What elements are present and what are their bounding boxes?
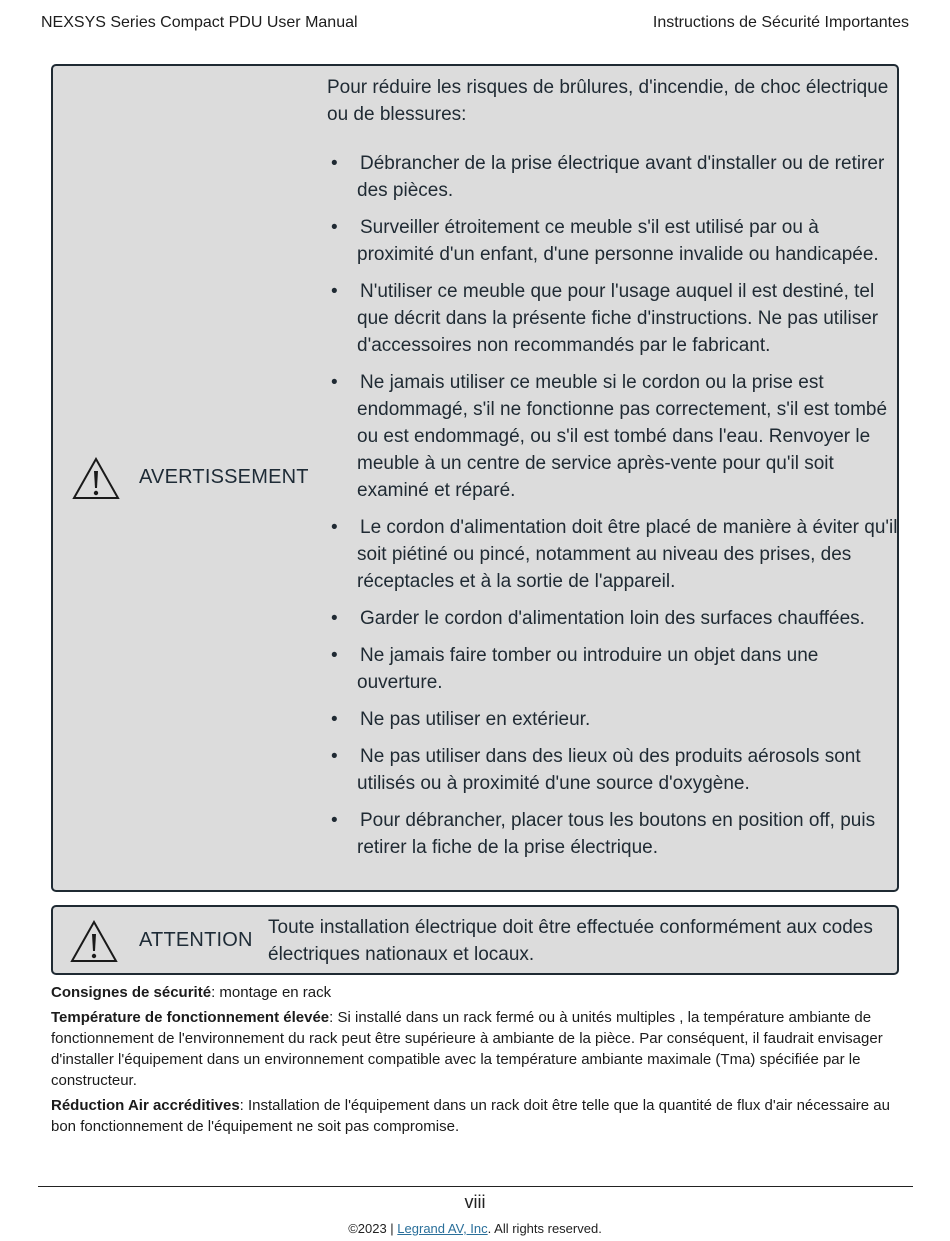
warning-list-item: • Débrancher de la prise électrique avant d'installer ou de retirer des pièces.: [327, 150, 901, 204]
note-rack-mounting: Consignes de sécurité: montage en rack: [51, 984, 332, 1001]
warning-list-item: • Ne jamais utiliser ce meuble si le cordon ou la prise est endommagé, s'il ne fonctionne pas correctement, s'il est tombé ou est endommagé, ou s'il est tombé dans l'eau. Renvoyer le meuble à un centre de service après-vente pour qu'il soit examiné et réparé.: [327, 369, 901, 504]
warning-content: [327, 74, 901, 871]
safety-notes: [51, 982, 901, 1141]
company-link[interactable]: Legrand AV, Inc: [397, 1221, 488, 1236]
note-operating-temperature: Température de fonctionnement élevée: Si installé dans un rack fermé ou à unités multiples , la température ambiante de fonctionnement de l'environnement du rack peut être supérieure à ambiante de la pièce. Par conséquent, il faudrait envisager d'installer l'équipement dans un environnement compatible avec la température ambiante maximale (Tma) spécifiée par le constructeur.: [51, 1009, 883, 1089]
attention-label: ATTENTION: [139, 929, 253, 951]
warning-box: [51, 64, 899, 892]
header-section-title: Instructions de Sécurité Importantes: [652, 14, 909, 31]
warning-label: AVERTISSEMENT: [139, 466, 309, 488]
warning-list-item: • N'utiliser ce meuble que pour l'usage auquel il est destiné, tel que décrit dans la présente fiche d'instructions. Ne pas utiliser d'accessoires non recommandés par le fabricant.: [327, 278, 901, 359]
warning-list: [327, 150, 901, 861]
page-number: viii: [464, 1192, 486, 1212]
warning-list-item: • Surveiller étroitement ce meuble s'il est utilisé par ou à proximité d'un enfant, d'une personne invalide ou handicapée.: [327, 214, 901, 268]
attention-box: [51, 905, 899, 975]
footer-divider: [38, 1186, 913, 1187]
copyright: ©2023 | Legrand AV, Inc. All rights reserved.: [348, 1221, 602, 1236]
warning-list-item: • Pour débrancher, placer tous les boutons en position off, puis retirer la fiche de la prise électrique.: [327, 807, 901, 861]
warning-list-item: • Ne pas utiliser dans des lieux où des produits aérosols sont utilisés ou à proximité d'une source d'oxygène.: [327, 743, 901, 797]
warning-list-item: • Garder le cordon d'alimentation loin des surfaces chauffées.: [327, 605, 901, 632]
warning-list-item: • Le cordon d'alimentation doit être placé de manière à éviter qu'il soit piétiné ou pincé, notamment au niveau des prises, des réceptacles et à la sortie de l'appareil.: [327, 514, 901, 595]
warning-triangle-icon: [72, 457, 120, 501]
warning-list-item: • Ne jamais faire tomber ou introduire un objet dans une ouverture.: [327, 642, 901, 696]
warning-list-item: • Ne pas utiliser en extérieur.: [327, 706, 901, 733]
warning-triangle-icon: [70, 920, 118, 964]
note-airflow: Réduction Air accréditives: Installation de l'équipement dans un rack doit être telle que la quantité de flux d'air nécessaire au bon fonctionnement de l'équipement ne soit pas compromise.: [51, 1097, 890, 1135]
warning-intro: Pour réduire les risques de brûlures, d'incendie, de choc électrique ou de blessures:: [327, 77, 889, 125]
header-manual-title: NEXSYS Series Compact PDU User Manual: [41, 14, 358, 31]
attention-text: Toute installation électrique doit être effectuée conformément aux codes électriques nationaux et locaux.: [268, 917, 873, 965]
